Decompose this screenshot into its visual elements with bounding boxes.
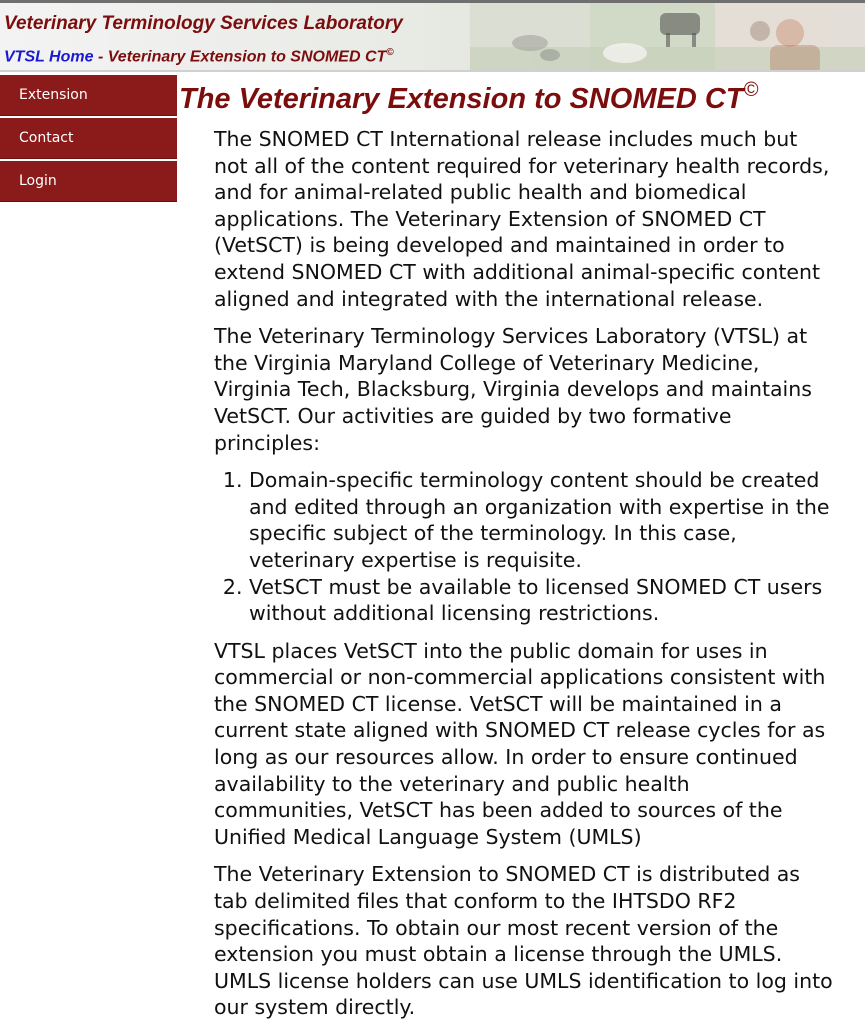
page-title-copyright-mark: © <box>743 79 759 101</box>
breadcrumb-separator: - <box>93 48 108 66</box>
public-domain-paragraph: VTSL places VetSCT into the public domain for uses in commercial or non-commercial applications consistent with the SNOMED CT license. VetSCT will be maintained in a current state aligned with SNOMED CT release cycles for as long as our resources allow. In order to ensure continued availability to the veterinary and public health communities, VetSCT has been added to sources of the Unified Medical Language System (UMLS) <box>214 638 826 849</box>
page-title-text: The Veterinary Extension to SNOMED CT <box>179 83 744 115</box>
page-title <box>179 78 839 120</box>
breadcrumb-home-link[interactable]: VTSL Home <box>4 48 94 66</box>
breadcrumb-current: Veterinary Extension to SNOMED CT <box>107 48 387 66</box>
header-animal-photos <box>470 3 865 72</box>
intro-paragraph: The SNOMED CT International release includes much but not all of the content required for veterinary health records, and for animal-related public health and biomedical applications. The Veterinary Extension of SNOMED CT (VetSCT) is being developed and maintained in order to extend SNOMED CT with additional animal-specific content aligned and integrated with the international release. <box>214 127 830 311</box>
vtsl-paragraph: The Veterinary Terminology Services Laboratory (VTSL) at the Virginia Maryland College of Veterinary Medicine, Virginia Tech, Blacksburg, Virginia develops and maintains VetSCT. Our activities are guided by two formative principles: <box>214 324 812 455</box>
breadcrumb <box>4 47 394 66</box>
main-content <box>179 78 839 1032</box>
site-header <box>0 0 865 72</box>
article-body <box>214 126 834 1021</box>
principles-list <box>214 467 834 627</box>
sidebar-item-extension[interactable]: Extension <box>0 75 177 116</box>
site-title: Veterinary Terminology Services Laboratory <box>4 13 403 34</box>
sidebar-nav <box>0 75 177 204</box>
sidebar-item-login[interactable]: Login <box>0 161 177 202</box>
distribution-paragraph: The Veterinary Extension to SNOMED CT is distributed as tab delimited files that conform to the IHTSDO RF2 specifications. To obtain our most recent version of the extension you must obtain a license through the UMLS. UMLS license holders can use UMLS identification to log into our system directly. <box>214 862 833 1020</box>
breadcrumb-copyright-mark: © <box>386 47 394 58</box>
principle-item: 1. Domain-specific terminology content should be created and edited through an organization with expertise in the specific subject of the terminology. In this case, veterinary expertise is requisite. <box>249 467 834 573</box>
sidebar-item-contact[interactable]: Contact <box>0 118 177 159</box>
principle-item: 2. VetSCT must be available to licensed SNOMED CT users without additional licensing restrictions. <box>249 574 834 627</box>
